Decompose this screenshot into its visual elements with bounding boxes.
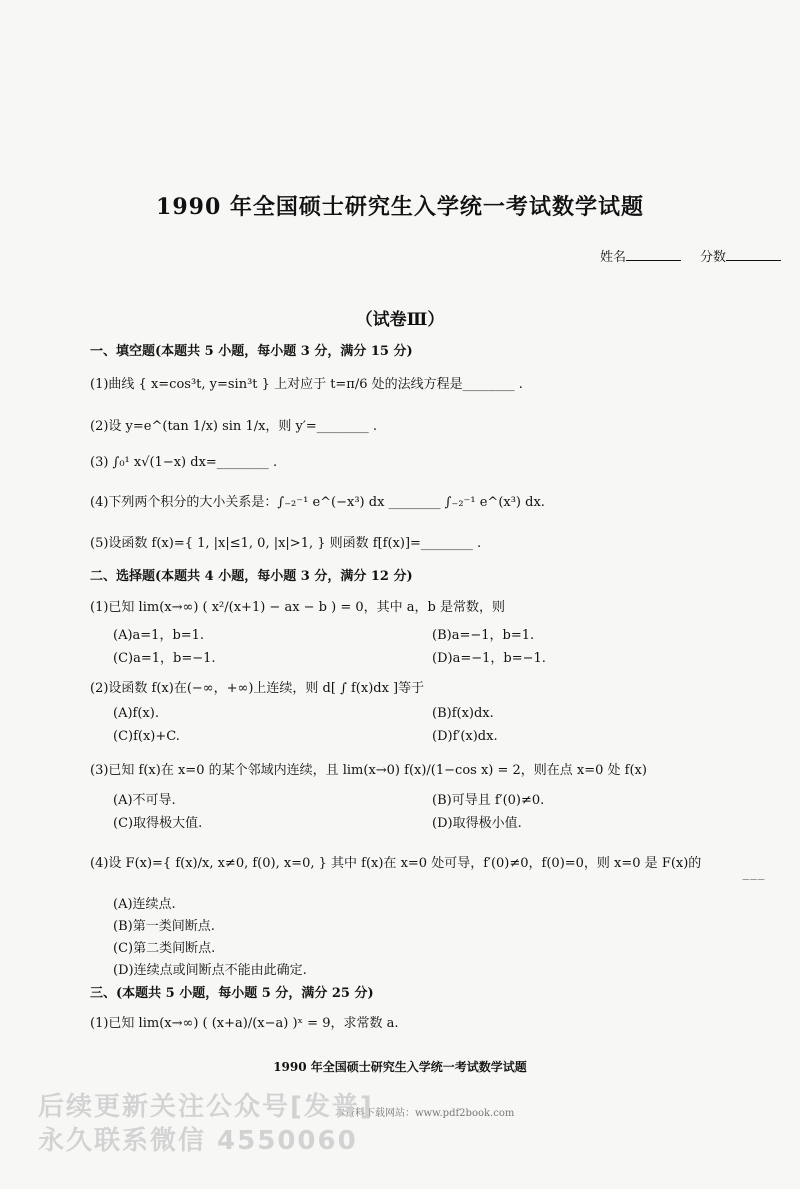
s2-q1-option-c: (C)a=1，b=−1. bbox=[113, 651, 216, 666]
name-label: 姓名 bbox=[600, 250, 627, 265]
s2-q1-option-a: (A)a=1，b=1. bbox=[113, 628, 205, 643]
page-footer: 1990 年全国硕士研究生入学统一考试数学试题 bbox=[273, 1060, 527, 1074]
download-url: 本资料下载网站：www.pdf2book.com bbox=[335, 1108, 515, 1119]
section2-heading: 二、选择题(本题共 4 小题，每小题 3 分，满分 12 分) bbox=[90, 569, 413, 584]
s2-q4-option-d: (D)连续点或间断点不能由此确定. bbox=[113, 963, 307, 978]
section1-heading: 一、填空题(本题共 5 小题，每小题 3 分，满分 15 分) bbox=[90, 344, 413, 359]
s2-q4-option-b: (B)第一类间断点. bbox=[113, 919, 215, 934]
s2-question-4: (4)设 F(x)={ f(x)/x, x≠0, f(0), x=0, } 其中 f(x)在 x=0 处可导，f′(0)≠0，f(0)=0，则 x=0 是 F(x)的 bbox=[90, 856, 702, 871]
page-title: 1990 年全国硕士研究生入学统一考试数学试题 bbox=[156, 194, 644, 220]
s2-q2-option-b: (B)f(x)dx. bbox=[432, 706, 494, 721]
s1-question-3: (3) ∫₀¹ x√(1−x) dx=________ . bbox=[90, 455, 278, 470]
s2-q4-option-c: (C)第二类间断点. bbox=[113, 941, 216, 956]
watermark-line-1: 后续更新关注公众号[发普] bbox=[38, 1092, 374, 1122]
s1-question-2: (2)设 y=e^(tan 1/x) sin 1/x，则 y′=________ . bbox=[90, 419, 378, 434]
name-field bbox=[600, 246, 681, 265]
scan-mark: ‒‒‒ bbox=[742, 872, 765, 886]
score-blank bbox=[726, 248, 781, 261]
s2-q2-option-d: (D)f′(x)dx. bbox=[432, 729, 498, 744]
score-label: 分数 bbox=[700, 250, 727, 265]
s2-question-3: (3)已知 f(x)在 x=0 的某个邻域内连续，且 lim(x→0) f(x)/(1−cos x) = 2，则在点 x=0 处 f(x) bbox=[90, 763, 647, 778]
s2-q2-option-a: (A)f(x). bbox=[113, 706, 159, 721]
s2-q4-option-a: (A)连续点. bbox=[113, 897, 176, 912]
s2-q3-option-b: (B)可导且 f′(0)≠0. bbox=[432, 793, 545, 808]
watermark-line-2: 永久联系微信 4550060 bbox=[38, 1126, 358, 1156]
s3-question-1: (1)已知 lim(x→∞) ( (x+a)/(x−a) )ˣ = 9，求常数 a. bbox=[90, 1016, 399, 1031]
s2-q3-option-a: (A)不可导. bbox=[113, 793, 176, 808]
s2-q2-option-c: (C)f(x)+C. bbox=[113, 729, 180, 744]
section3-heading: 三、(本题共 5 小题，每小题 5 分，满分 25 分) bbox=[90, 986, 374, 1001]
score-field bbox=[700, 246, 781, 265]
s1-question-1: (1)曲线 { x=cos³t, y=sin³t } 上对应于 t=π/6 处的法线方程是________ . bbox=[90, 377, 523, 392]
s2-question-1: (1)已知 lim(x→∞) ( x²/(x+1) − ax − b ) = 0，其中 a，b 是常数，则 bbox=[90, 600, 505, 615]
paper-subtitle: （试卷Ⅲ） bbox=[355, 310, 445, 330]
s2-q1-option-d: (D)a=−1，b=−1. bbox=[432, 651, 546, 666]
s2-q3-option-d: (D)取得极小值. bbox=[432, 816, 522, 831]
s2-question-2: (2)设函数 f(x)在(−∞，+∞)上连续，则 d[ ∫ f(x)dx ]等于 bbox=[90, 681, 425, 696]
s2-q3-option-c: (C)取得极大值. bbox=[113, 816, 203, 831]
s2-q1-option-b: (B)a=−1，b=1. bbox=[432, 628, 535, 643]
name-blank bbox=[626, 248, 681, 261]
s1-question-4: (4)下列两个积分的大小关系是：∫₋₂⁻¹ e^(−x³) dx ________ ∫₋₂⁻¹ e^(x³) dx. bbox=[90, 495, 545, 510]
s1-question-5: (5)设函数 f(x)={ 1, |x|≤1, 0, |x|>1, } 则函数 f[f(x)]=________ . bbox=[90, 536, 482, 551]
